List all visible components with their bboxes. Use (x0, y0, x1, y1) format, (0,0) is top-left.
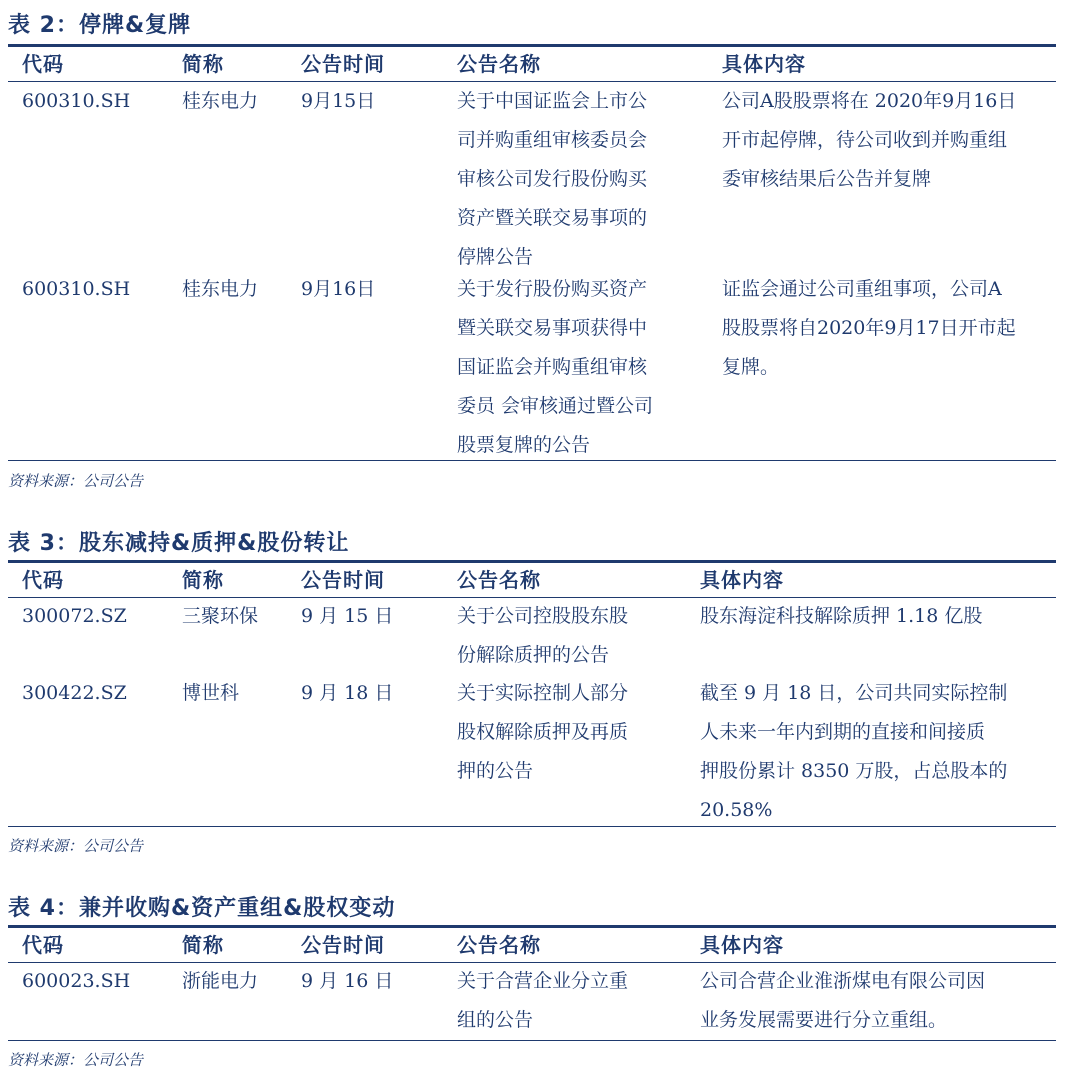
text-line: 复牌。 (722, 356, 780, 378)
cell-announcement-title (457, 597, 628, 675)
cell-announcement-title (457, 270, 653, 465)
table-row (301, 597, 393, 636)
text-line: 押的公告 (457, 760, 534, 782)
cell-date: 9月16日 (301, 278, 376, 300)
text-line: 公司A股股票将在 2020年9月16日 (722, 90, 1017, 112)
table-3-title: 表 3：股东减持&质押&股份转让 (8, 531, 350, 556)
table-row (22, 597, 127, 636)
text-line: 截至 9 月 18 日，公司共同实际控制 (700, 682, 1008, 704)
cell-details (722, 270, 1016, 387)
cell-details (700, 962, 985, 1040)
table-2-top-rule (8, 44, 1056, 47)
text-line: 委审核结果后公告并复牌 (722, 168, 932, 190)
table-row (182, 962, 258, 1001)
table-4-bottom-rule (8, 1040, 1056, 1041)
header-date: 公告时间 (301, 52, 385, 76)
text-line: 股股票将自2020年9月17日开市起 (722, 317, 1016, 339)
text-line: 暨关联交易事项获得中 (457, 317, 648, 339)
cell-details (722, 82, 1016, 199)
text-line: 20.58% (700, 799, 773, 821)
table-row (22, 674, 127, 713)
text-line: 证监会通过公司重组事项，公司A (722, 278, 1002, 300)
table-row (182, 82, 258, 121)
cell-details (700, 597, 982, 636)
table-3-bottom-rule (8, 826, 1056, 827)
cell-announcement-title (457, 962, 628, 1040)
text-line: 审核公司发行股份购买 (457, 168, 648, 190)
cell-date: 9 月 18 日 (301, 682, 394, 704)
text-line: 股权解除质押及再质 (457, 721, 629, 743)
table-4-source: 资料来源：公司公告 (8, 1051, 144, 1069)
text-line: 关于实际控制人部分 (457, 682, 629, 704)
cell-code: 600023.SH (22, 970, 131, 992)
text-line: 关于中国证监会上市公 (457, 90, 648, 112)
table-2-title: 表 2：停牌&复牌 (8, 13, 192, 38)
cell-short-name: 三聚环保 (182, 605, 259, 627)
header-details: 具体内容 (700, 568, 784, 592)
header-announcement-title: 公告名称 (457, 52, 541, 76)
cell-short-name: 博世科 (182, 682, 240, 704)
header-date: 公告时间 (301, 568, 385, 592)
text-line: 股东海淀科技解除质押 1.18 亿股 (700, 605, 983, 627)
table-row (22, 82, 130, 121)
text-line: 关于合营企业分立重 (457, 970, 629, 992)
text-line: 开市起停牌，待公司收到并购重组 (722, 129, 1008, 151)
text-line: 关于公司控股股东股 (457, 605, 629, 627)
text-line: 人未来一年内到期的直接和间接质 (700, 721, 986, 743)
header-announcement-title: 公告名称 (457, 568, 541, 592)
text-line: 司并购重组审核委员会 (457, 129, 648, 151)
text-line: 关于发行股份购买资产 (457, 278, 648, 300)
header-code: 代码 (22, 52, 64, 76)
header-short-name: 简称 (182, 52, 224, 76)
table-3-top-rule (8, 560, 1056, 563)
table-2-source: 资料来源：公司公告 (8, 472, 144, 490)
cell-announcement-title (457, 674, 628, 791)
text-line: 停牌公告 (457, 246, 534, 268)
text-line: 国证监会并购重组审核 (457, 356, 648, 378)
table-row (182, 270, 258, 309)
table-row (301, 270, 375, 309)
table-4-top-rule (8, 925, 1056, 928)
table-row (22, 270, 130, 309)
cell-details (700, 674, 1007, 830)
header-short-name: 简称 (182, 933, 224, 957)
cell-code: 600310.SH (22, 90, 131, 112)
text-line: 委员 会审核通过暨公司 (457, 395, 654, 417)
cell-date: 9 月 15 日 (301, 605, 394, 627)
text-line: 股票复牌的公告 (457, 434, 591, 456)
text-line: 资产暨关联交易事项的 (457, 207, 648, 229)
cell-code: 600310.SH (22, 278, 131, 300)
cell-date: 9月15日 (301, 90, 376, 112)
table-row (182, 597, 258, 636)
text-line: 押股份累计 8350 万股，占总股本的 (700, 760, 1008, 782)
header-short-name: 简称 (182, 568, 224, 592)
table-row (301, 674, 393, 713)
table-4-title: 表 4：兼并收购&资产重组&股权变动 (8, 896, 396, 921)
text-line: 份解除质押的公告 (457, 644, 610, 666)
header-details: 具体内容 (700, 933, 784, 957)
table-3-source: 资料来源：公司公告 (8, 837, 144, 855)
cell-code: 300422.SZ (22, 682, 127, 704)
header-announcement-title: 公告名称 (457, 933, 541, 957)
text-line: 业务发展需要进行分立重组。 (700, 1009, 948, 1031)
cell-short-name: 浙能电力 (182, 970, 259, 992)
header-details: 具体内容 (722, 52, 806, 76)
table-row (301, 82, 375, 121)
cell-date: 9 月 16 日 (301, 970, 394, 992)
text-line: 组的公告 (457, 1009, 534, 1031)
cell-code: 300072.SZ (22, 605, 127, 627)
header-code: 代码 (22, 933, 64, 957)
cell-announcement-title (457, 82, 647, 277)
cell-short-name: 桂东电力 (182, 278, 259, 300)
table-row (22, 962, 130, 1001)
table-2-bottom-rule (8, 460, 1056, 461)
table-row (301, 962, 393, 1001)
cell-short-name: 桂东电力 (182, 90, 259, 112)
header-date: 公告时间 (301, 933, 385, 957)
header-code: 代码 (22, 568, 64, 592)
table-row (182, 674, 239, 713)
text-line: 公司合营企业淮浙煤电有限公司因 (700, 970, 986, 992)
